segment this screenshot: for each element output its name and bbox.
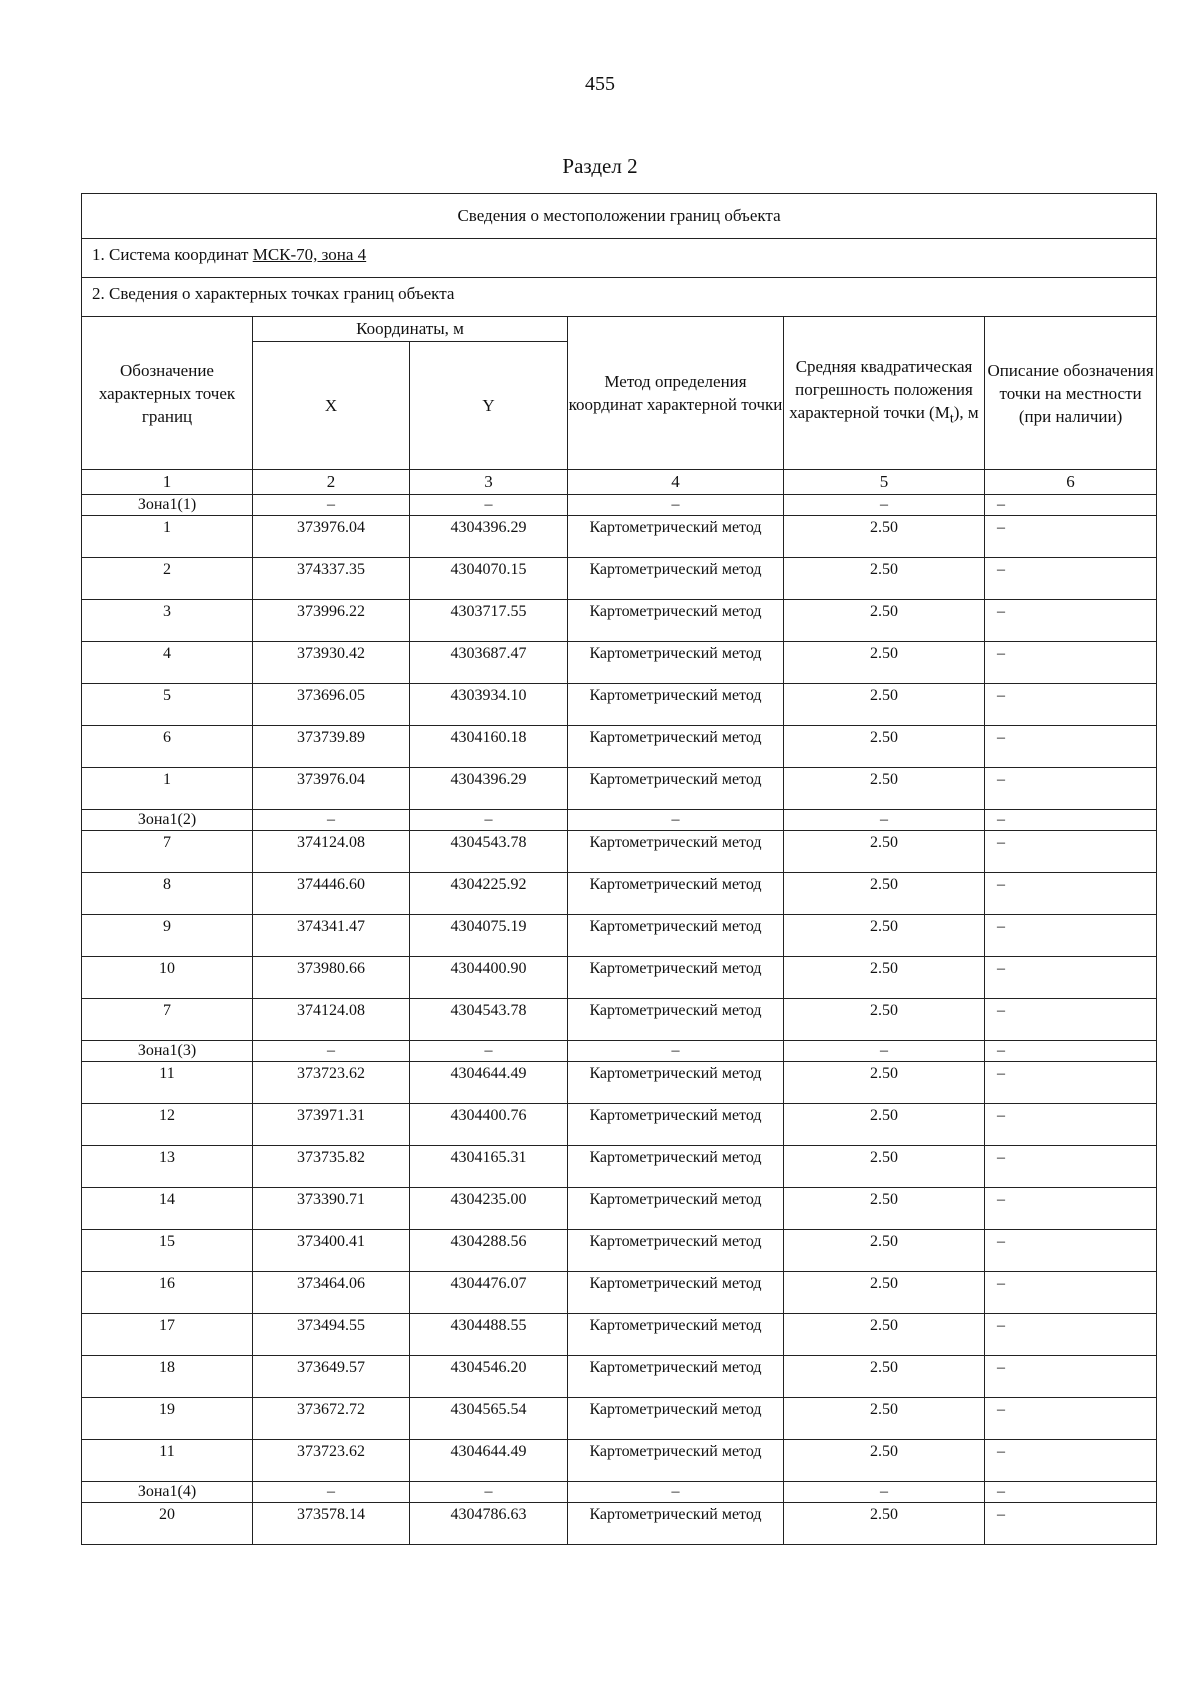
point-designation-cell: Зона1(3) <box>82 1041 253 1062</box>
table-row <box>82 642 1157 684</box>
point-designation-cell: 20 <box>82 1503 253 1545</box>
error-value-cell: – <box>784 1482 985 1503</box>
method-cell: Картометрический метод <box>568 1230 784 1272</box>
column-number-row <box>82 470 1157 495</box>
description-cell: – <box>985 1398 1157 1440</box>
point-designation-cell: 11 <box>82 1062 253 1104</box>
coord-y-cell: 4303934.10 <box>410 684 568 726</box>
coord-x-cell: 373494.55 <box>253 1314 410 1356</box>
coord-x-cell: 373980.66 <box>253 957 410 999</box>
coord-x-cell: 373976.04 <box>253 768 410 810</box>
point-designation-cell: 16 <box>82 1272 253 1314</box>
error-value-cell: 2.50 <box>784 684 985 726</box>
column-number: 5 <box>784 470 985 495</box>
coord-x-cell: 373464.06 <box>253 1272 410 1314</box>
error-value-cell: – <box>784 810 985 831</box>
coord-y-cell: 4304476.07 <box>410 1272 568 1314</box>
error-value-cell: 2.50 <box>784 558 985 600</box>
header-y: Y <box>410 342 568 470</box>
header-coordinates: Координаты, м <box>253 317 568 342</box>
table-row <box>82 558 1157 600</box>
description-cell: – <box>985 516 1157 558</box>
method-cell: Картометрический метод <box>568 1188 784 1230</box>
coord-y-cell: 4304400.76 <box>410 1104 568 1146</box>
header-designation: Обозначение характерных точек границ <box>82 317 253 470</box>
coord-y-cell: 4304396.29 <box>410 516 568 558</box>
point-designation-cell: 7 <box>82 831 253 873</box>
description-cell: – <box>985 1041 1157 1062</box>
coord-y-cell: – <box>410 1041 568 1062</box>
table-row <box>82 726 1157 768</box>
coord-x-cell: 374337.35 <box>253 558 410 600</box>
coord-y-cell: 4304543.78 <box>410 999 568 1041</box>
point-designation-cell: 2 <box>82 558 253 600</box>
points-heading: 2. Сведения о характерных точках границ объекта <box>82 278 1157 317</box>
error-value-cell: 2.50 <box>784 1104 985 1146</box>
column-number: 4 <box>568 470 784 495</box>
method-cell: – <box>568 1041 784 1062</box>
coord-y-cell: 4304543.78 <box>410 831 568 873</box>
description-cell: – <box>985 1188 1157 1230</box>
coord-x-cell: 373400.41 <box>253 1230 410 1272</box>
method-cell: Картометрический метод <box>568 957 784 999</box>
point-designation-cell: Зона1(4) <box>82 1482 253 1503</box>
method-cell: Картометрический метод <box>568 1314 784 1356</box>
coord-y-cell: 4303687.47 <box>410 642 568 684</box>
point-designation-cell: 11 <box>82 1440 253 1482</box>
coord-x-cell: 373996.22 <box>253 600 410 642</box>
section-title: Раздел 2 <box>562 154 638 178</box>
coord-y-cell: 4303717.55 <box>410 600 568 642</box>
point-designation-cell: 3 <box>82 600 253 642</box>
zone-row <box>82 810 1157 831</box>
table-row <box>82 1356 1157 1398</box>
coord-y-cell: 4304400.90 <box>410 957 568 999</box>
point-designation-cell: 15 <box>82 1230 253 1272</box>
table-row <box>82 1188 1157 1230</box>
method-cell: Картометрический метод <box>568 558 784 600</box>
point-designation-cell: 12 <box>82 1104 253 1146</box>
coord-y-cell: 4304235.00 <box>410 1188 568 1230</box>
table-row <box>82 1314 1157 1356</box>
column-number: 1 <box>82 470 253 495</box>
column-number: 2 <box>253 470 410 495</box>
description-cell: – <box>985 1503 1157 1545</box>
table-row <box>82 1398 1157 1440</box>
coord-x-cell: 374124.08 <box>253 999 410 1041</box>
description-cell: – <box>985 768 1157 810</box>
table-row <box>82 1146 1157 1188</box>
method-cell: Картометрический метод <box>568 1272 784 1314</box>
point-designation-cell: 9 <box>82 915 253 957</box>
header-description: Описание обозначения точки на местности (при наличии) <box>985 317 1157 470</box>
table-row <box>82 1440 1157 1482</box>
coord-y-cell: 4304565.54 <box>410 1398 568 1440</box>
description-cell: – <box>985 1062 1157 1104</box>
zone-row <box>82 1041 1157 1062</box>
method-cell: Картометрический метод <box>568 684 784 726</box>
coord-x-cell: 373976.04 <box>253 516 410 558</box>
description-cell: – <box>985 1314 1157 1356</box>
point-designation-cell: Зона1(2) <box>82 810 253 831</box>
coord-system-value: МСК-70, зона 4 <box>252 245 367 264</box>
method-cell: Картометрический метод <box>568 1104 784 1146</box>
error-value-cell: 2.50 <box>784 1356 985 1398</box>
coord-y-cell: 4304644.49 <box>410 1440 568 1482</box>
error-value-cell: 2.50 <box>784 957 985 999</box>
error-value-cell: 2.50 <box>784 1440 985 1482</box>
description-cell: – <box>985 1482 1157 1503</box>
coord-x-cell: – <box>253 1482 410 1503</box>
header-method: Метод определения координат характерной точки <box>568 317 784 470</box>
error-value-cell: 2.50 <box>784 999 985 1041</box>
coord-y-cell: 4304225.92 <box>410 873 568 915</box>
table-body <box>82 495 1157 1545</box>
coord-x-cell: 373578.14 <box>253 1503 410 1545</box>
header-error: Средняя квадратическая погрешность положения характерной точки $(M_t)$, м <box>784 317 985 470</box>
method-cell: Картометрический метод <box>568 1356 784 1398</box>
method-cell: Картометрический метод <box>568 1062 784 1104</box>
coord-x-cell: 373930.42 <box>253 642 410 684</box>
method-cell: – <box>568 495 784 516</box>
description-cell: – <box>985 1440 1157 1482</box>
coord-y-cell: 4304786.63 <box>410 1503 568 1545</box>
coord-x-cell: – <box>253 495 410 516</box>
table-row <box>82 831 1157 873</box>
header-x: X <box>253 342 410 470</box>
error-value-cell: 2.50 <box>784 1188 985 1230</box>
coord-x-cell: 374446.60 <box>253 873 410 915</box>
error-value-cell: 2.50 <box>784 1272 985 1314</box>
error-value-cell: 2.50 <box>784 726 985 768</box>
description-cell: – <box>985 600 1157 642</box>
table-row <box>82 873 1157 915</box>
method-cell: Картометрический метод <box>568 642 784 684</box>
description-cell: – <box>985 915 1157 957</box>
error-value-cell: 2.50 <box>784 1398 985 1440</box>
point-designation-cell: 6 <box>82 726 253 768</box>
description-cell: – <box>985 495 1157 516</box>
coord-x-cell: – <box>253 810 410 831</box>
method-cell: Картометрический метод <box>568 768 784 810</box>
zone-row <box>82 495 1157 516</box>
method-cell: Картометрический метод <box>568 726 784 768</box>
description-cell: – <box>985 1146 1157 1188</box>
coord-x-cell: 373672.72 <box>253 1398 410 1440</box>
coord-y-cell: – <box>410 1482 568 1503</box>
description-cell: – <box>985 1104 1157 1146</box>
error-value-cell: 2.50 <box>784 1230 985 1272</box>
description-cell: – <box>985 873 1157 915</box>
coord-y-cell: 4304075.19 <box>410 915 568 957</box>
point-designation-cell: 14 <box>82 1188 253 1230</box>
point-designation-cell: 5 <box>82 684 253 726</box>
description-cell: – <box>985 1356 1157 1398</box>
table-row <box>82 1272 1157 1314</box>
coord-x-cell: 373723.62 <box>253 1440 410 1482</box>
coord-y-cell: 4304165.31 <box>410 1146 568 1188</box>
column-number: 3 <box>410 470 568 495</box>
point-designation-cell: Зона1(1) <box>82 495 253 516</box>
coord-system-label: 1. Система координат <box>92 245 253 264</box>
description-cell: – <box>985 810 1157 831</box>
description-cell: – <box>985 1272 1157 1314</box>
table-row <box>82 1503 1157 1545</box>
description-cell: – <box>985 642 1157 684</box>
error-value-cell: 2.50 <box>784 600 985 642</box>
coord-y-cell: 4304396.29 <box>410 768 568 810</box>
error-value-cell: 2.50 <box>784 915 985 957</box>
point-designation-cell: 1 <box>82 516 253 558</box>
coord-y-cell: – <box>410 810 568 831</box>
method-cell: Картометрический метод <box>568 1503 784 1545</box>
table-row <box>82 1230 1157 1272</box>
method-cell: Картометрический метод <box>568 999 784 1041</box>
point-designation-cell: 18 <box>82 1356 253 1398</box>
method-cell: Картометрический метод <box>568 1146 784 1188</box>
coord-x-cell: 373649.57 <box>253 1356 410 1398</box>
boundary-points-table <box>81 193 1157 1545</box>
method-cell: Картометрический метод <box>568 1398 784 1440</box>
table-banner: Сведения о местоположении границ объекта <box>82 194 1157 239</box>
coord-x-cell: – <box>253 1041 410 1062</box>
column-number: 6 <box>985 470 1157 495</box>
coord-y-cell: 4304644.49 <box>410 1062 568 1104</box>
method-cell: Картометрический метод <box>568 600 784 642</box>
table-row <box>82 516 1157 558</box>
coord-y-cell: – <box>410 495 568 516</box>
table-row <box>82 1062 1157 1104</box>
coord-x-cell: 373696.05 <box>253 684 410 726</box>
error-value-cell: 2.50 <box>784 642 985 684</box>
method-cell: – <box>568 810 784 831</box>
method-cell: Картометрический метод <box>568 516 784 558</box>
table-row <box>82 684 1157 726</box>
point-designation-cell: 17 <box>82 1314 253 1356</box>
error-value-cell: – <box>784 1041 985 1062</box>
coord-y-cell: 4304546.20 <box>410 1356 568 1398</box>
description-cell: – <box>985 726 1157 768</box>
description-cell: – <box>985 1230 1157 1272</box>
error-value-cell: 2.50 <box>784 1146 985 1188</box>
error-value-cell: 2.50 <box>784 873 985 915</box>
error-value-cell: 2.50 <box>784 1062 985 1104</box>
table-row <box>82 600 1157 642</box>
description-cell: – <box>985 558 1157 600</box>
point-designation-cell: 1 <box>82 768 253 810</box>
point-designation-cell: 8 <box>82 873 253 915</box>
error-value-cell: 2.50 <box>784 516 985 558</box>
coord-system-line <box>82 239 1157 278</box>
coord-x-cell: 374341.47 <box>253 915 410 957</box>
table-header <box>82 194 1157 495</box>
coord-x-cell: 373723.62 <box>253 1062 410 1104</box>
coord-y-cell: 4304288.56 <box>410 1230 568 1272</box>
description-cell: – <box>985 999 1157 1041</box>
method-cell: – <box>568 1482 784 1503</box>
method-cell: Картометрический метод <box>568 873 784 915</box>
point-designation-cell: 10 <box>82 957 253 999</box>
zone-row <box>82 1482 1157 1503</box>
error-value-cell: 2.50 <box>784 768 985 810</box>
coord-x-cell: 373735.82 <box>253 1146 410 1188</box>
table-row <box>82 1104 1157 1146</box>
error-value-cell: 2.50 <box>784 831 985 873</box>
table-row <box>82 915 1157 957</box>
coord-x-cell: 373390.71 <box>253 1188 410 1230</box>
table-row <box>82 957 1157 999</box>
page-number: 455 <box>585 73 615 95</box>
error-value-cell: 2.50 <box>784 1314 985 1356</box>
point-designation-cell: 19 <box>82 1398 253 1440</box>
method-cell: Картометрический метод <box>568 831 784 873</box>
point-designation-cell: 7 <box>82 999 253 1041</box>
table-row <box>82 999 1157 1041</box>
coord-y-cell: 4304488.55 <box>410 1314 568 1356</box>
coord-y-cell: 4304160.18 <box>410 726 568 768</box>
method-cell: Картометрический метод <box>568 915 784 957</box>
coord-x-cell: 373971.31 <box>253 1104 410 1146</box>
description-cell: – <box>985 831 1157 873</box>
error-value-cell: 2.50 <box>784 1503 985 1545</box>
table-row <box>82 768 1157 810</box>
coord-x-cell: 373739.89 <box>253 726 410 768</box>
error-value-cell: – <box>784 495 985 516</box>
coord-x-cell: 374124.08 <box>253 831 410 873</box>
coord-y-cell: 4304070.15 <box>410 558 568 600</box>
method-cell: Картометрический метод <box>568 1440 784 1482</box>
description-cell: – <box>985 957 1157 999</box>
point-designation-cell: 4 <box>82 642 253 684</box>
point-designation-cell: 13 <box>82 1146 253 1188</box>
description-cell: – <box>985 684 1157 726</box>
